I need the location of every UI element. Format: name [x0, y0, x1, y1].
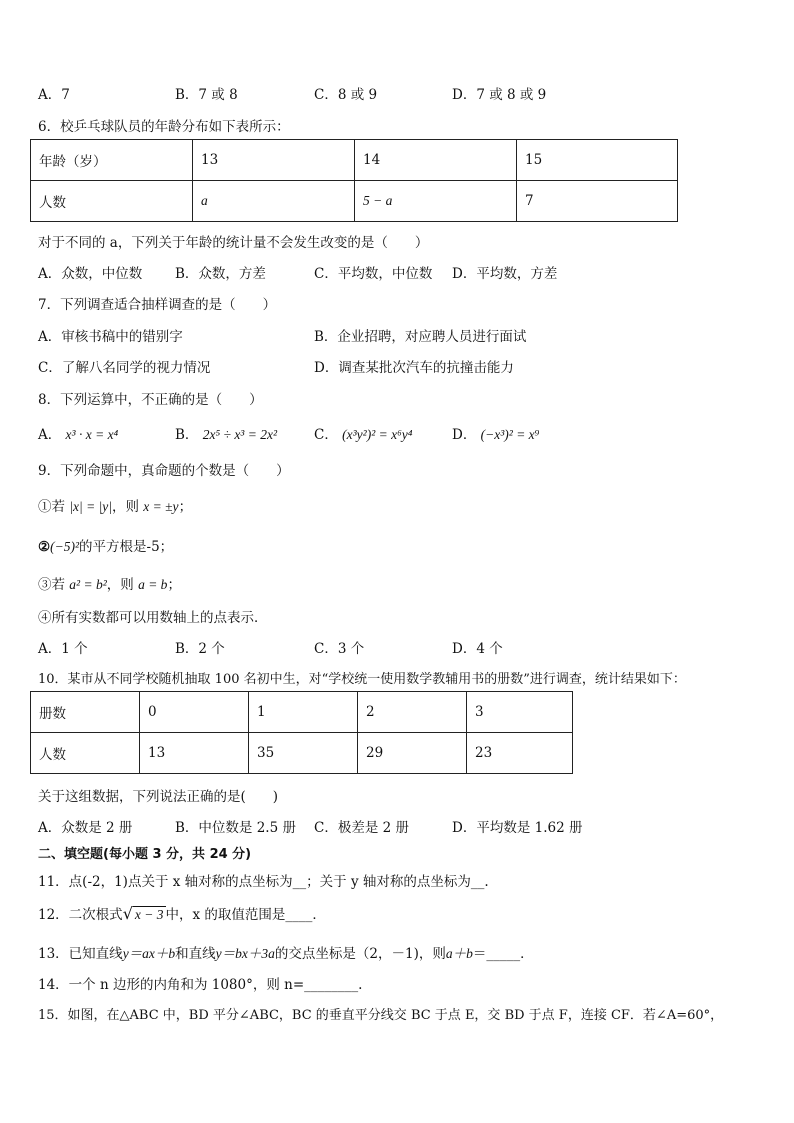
q8-option-a-label: A．	[38, 427, 62, 443]
q10-table	[30, 691, 573, 774]
q6-question: 对于不同的 a，下列关于年龄的统计量不会发生改变的是（ ）	[38, 235, 429, 251]
q9-s1-result: x = ±y	[143, 499, 179, 514]
q8-option-c-expr: (x³y²)² = x⁶y⁴	[342, 427, 413, 442]
q5-option-c: C．8 或 9	[314, 87, 378, 103]
table-cell: 29	[358, 733, 467, 774]
q8-option-d-expr: (−x³)² = x⁹	[480, 427, 540, 442]
q8-option-c-label: C．	[314, 427, 338, 443]
table-cell: 3	[467, 692, 573, 733]
q11: 11．点(-2，1)点关于 x 轴对称的点坐标为__；关于 y 轴对称的点坐标为__.	[38, 874, 489, 890]
q13-end: ＝_____．	[472, 946, 534, 962]
q9-s3-end: ；	[167, 577, 181, 593]
q8-stem: 8．下列运算中，不正确的是（ ）	[38, 392, 263, 408]
q9-s3-expr: a² = b²	[69, 577, 107, 592]
table-cell: 13	[193, 140, 355, 181]
q8-option-b-label: B．	[175, 427, 199, 443]
q13	[38, 942, 534, 962]
q12	[38, 903, 326, 923]
q9-s3-result: a = b	[138, 577, 168, 592]
table-cell: 7	[517, 181, 678, 222]
q12-radicand: x − 3	[134, 907, 164, 922]
q9-s1-prefix: ①若	[38, 499, 65, 515]
q7-option-d: D．调查某批次汽车的抗撞击能力	[314, 360, 514, 376]
q9-s3-mid: ，则	[106, 577, 134, 593]
q8-option-d-label: D．	[452, 427, 477, 443]
table-cell: 5 − a	[355, 181, 517, 222]
table-cell: 35	[249, 733, 358, 774]
q9-s1-end: ；	[178, 499, 193, 515]
q10-option-c: C．极差是 2 册	[314, 820, 410, 836]
q6-table	[30, 139, 678, 222]
table-cell: 0	[140, 692, 249, 733]
q6-option-d: D．平均数，方差	[452, 266, 558, 282]
q14: 14．一个 n 边形的内角和为 1080°，则 n=________.	[38, 977, 363, 993]
table-cell: 年龄（岁）	[31, 140, 193, 181]
q13-line-2: y＝bx＋3a	[215, 946, 275, 961]
q9-option-c: C．3 个	[314, 641, 365, 657]
q7-option-b: B．企业招聘，对应聘人员进行面试	[314, 329, 527, 345]
q9-option-b: B．2 个	[175, 641, 225, 657]
q8-option-b-expr: 2x⁵ ÷ x³ = 2x²	[202, 427, 278, 442]
q8-option-a-expr: x³ · x = x⁴	[65, 427, 119, 442]
q6-option-a: A．众数，中位数	[38, 266, 143, 282]
q13-line-1: y＝ax＋b	[122, 946, 176, 961]
table-row	[31, 181, 678, 222]
q5-option-b: B．7 或 8	[175, 87, 238, 103]
table-cell: 1	[249, 692, 358, 733]
q9-s1-expr: |x| = |y|	[69, 499, 112, 514]
q9-statement-2	[38, 535, 173, 555]
table-cell: 15	[517, 140, 678, 181]
section-2-title: 二、填空题(每小题 3 分，共 24 分)	[38, 847, 252, 862]
table-row	[31, 140, 678, 181]
q8-option-d	[452, 423, 539, 443]
q10-option-a: A．众数是 2 册	[38, 820, 133, 836]
table-cell: 人数	[31, 733, 140, 774]
table-cell: 人数	[31, 181, 193, 222]
q9-s1-mid: ，则	[112, 499, 139, 515]
circled-2-icon: ②	[38, 539, 51, 555]
q15: 15．如图，在△ABC 中，BD 平分∠ABC，BC 的垂直平分线交 BC 于点 E，交 BD 于点 F，连接 CF．若∠A=60°，	[38, 1008, 724, 1023]
q13-prefix: 13．已知直线	[38, 946, 123, 962]
q12-suffix: 中，x 的取值范围是____．	[165, 907, 326, 923]
table-cell: 册数	[31, 692, 140, 733]
q10-option-d: D．平均数是 1.62 册	[452, 820, 583, 836]
q9-stem: 9．下列命题中，真命题的个数是（ ）	[38, 463, 290, 479]
q13-mid: 和直线	[175, 946, 216, 962]
table-cell: 2	[358, 692, 467, 733]
table-cell: 14	[355, 140, 517, 181]
q8-option-b	[175, 423, 277, 443]
q5-option-d: D．7 或 8 或 9	[452, 87, 547, 103]
q6-option-b: B．众数，方差	[175, 266, 266, 282]
q6-option-c: C．平均数，中位数	[314, 266, 433, 282]
q9-option-d: D．4 个	[452, 641, 503, 657]
table-cell: 23	[467, 733, 573, 774]
table-row	[31, 692, 573, 733]
q7-option-a: A．审核书稿中的错别字	[38, 329, 183, 345]
q9-s3-prefix: ③若	[38, 577, 65, 593]
sqrt-icon: √	[122, 904, 133, 923]
q6-stem: 6．校乒乓球队员的年龄分布如下表所示：	[38, 119, 290, 135]
q9-s2-text: 的平方根是-5；	[79, 539, 174, 555]
q7-stem: 7．下列调查适合抽样调查的是（ ）	[38, 297, 277, 313]
q13-ask: a＋b	[445, 946, 473, 961]
q9-s2-expr: (−5)²	[50, 539, 80, 554]
q9-statement-1	[38, 495, 192, 515]
q8-option-a	[38, 423, 118, 443]
q5-option-a: A．7	[38, 87, 70, 103]
q9-option-a: A．1 个	[38, 641, 88, 657]
table-row	[31, 733, 573, 774]
q8-option-c	[314, 423, 413, 443]
q9-statement-4: ④所有实数都可以用数轴上的点表示．	[38, 610, 268, 626]
q13-post: 的交点坐标是（2，－1)，则	[274, 946, 446, 962]
q10-question: 关于这组数据，下列说法正确的是( )	[38, 789, 279, 805]
q7-option-c: C．了解八名同学的视力情况	[38, 360, 211, 376]
table-cell: a	[193, 181, 355, 222]
q10-stem: 10．某市从不同学校随机抽取 100 名初中生，对“学校统一使用数学教辅用书的册数”进行调查，统计结果如下：	[38, 672, 686, 687]
q12-prefix: 12．二次根式	[38, 907, 123, 923]
table-cell: 13	[140, 733, 249, 774]
q9-statement-3	[38, 573, 181, 593]
q10-option-b: B．中位数是 2.5 册	[175, 820, 296, 836]
